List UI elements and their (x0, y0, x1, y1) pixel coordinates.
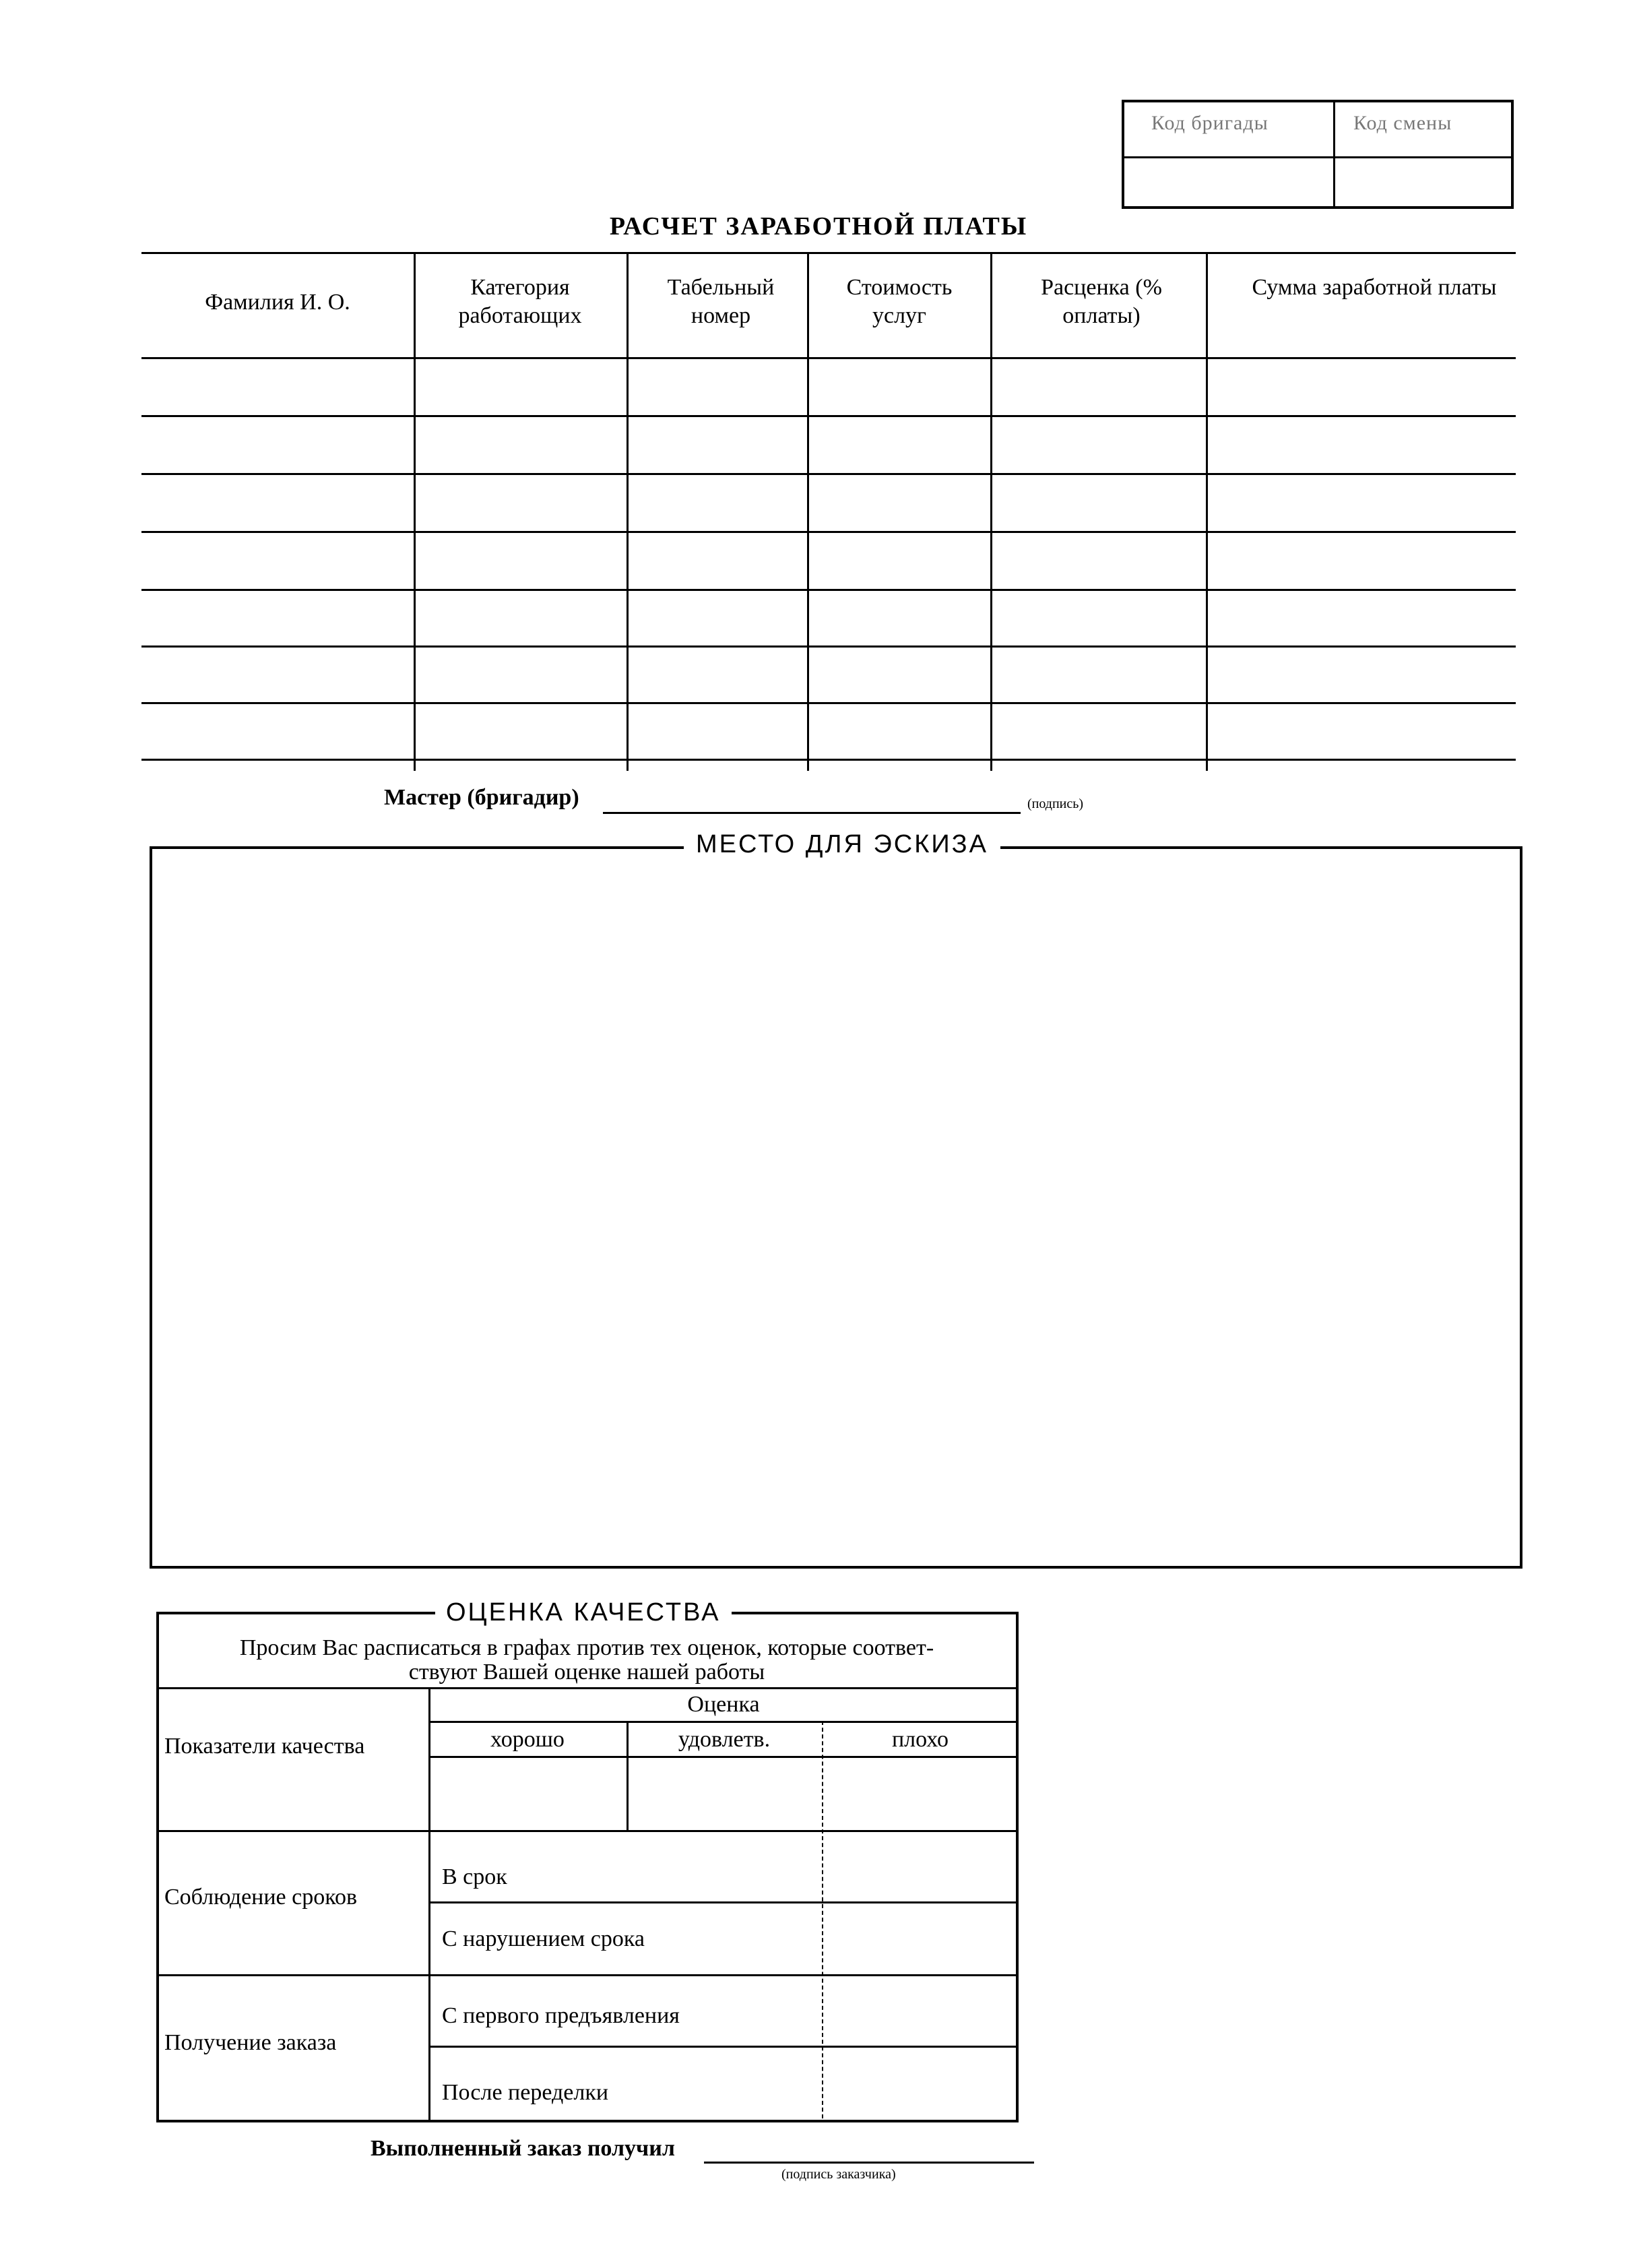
quality-rule (428, 1721, 1016, 1723)
quality-rule (159, 1687, 1016, 1689)
page-title: РАСЧЕТ ЗАРАБОТНОЙ ПЛАТЫ (609, 212, 1028, 241)
header-service-cost: Стоимость услуг (846, 275, 953, 328)
code-box-divider (1124, 156, 1511, 158)
quality-rule (159, 1974, 1016, 1976)
receipt-first: С первого предъявления (442, 2003, 680, 2028)
quality-title: ОЦЕНКА КАЧЕСТВА (435, 1598, 732, 1627)
master-signature-hint: (подпись) (1027, 796, 1084, 811)
row-quality-label: Показатели качества (164, 1734, 365, 1759)
table-column-line (627, 252, 629, 771)
master-label: Мастер (бригадир) (384, 785, 579, 810)
deadline-late: С нарушением срока (442, 1926, 645, 1951)
table-column-line (1206, 252, 1208, 771)
brigade-code-label: Код бригады (1151, 112, 1269, 134)
quality-rule (428, 1756, 1016, 1758)
table-rule (141, 702, 1516, 704)
table-rule (141, 759, 1516, 761)
row-deadlines-label: Соблюдение сроков (164, 1885, 358, 1910)
sketch-title: МЕСТО ДЛЯ ЭСКИЗА (684, 830, 1000, 859)
code-box-separator (1333, 102, 1335, 206)
sketch-area[interactable] (150, 846, 1522, 1569)
row-receipt-label: Получение заказа (164, 2030, 337, 2055)
header-rate: Расценка (% оплаты) (1041, 275, 1162, 328)
quality-rule (159, 1830, 1016, 1832)
quality-instruction-line-2: ствуют Вашей оценке нашей работы (408, 1660, 765, 1684)
quality-column-line (627, 1721, 629, 1830)
master-signature-line[interactable] (603, 812, 1021, 814)
rating-satisfactory: удовлетв. (678, 1727, 771, 1752)
table-rule (141, 473, 1516, 475)
table-rule (141, 252, 1516, 254)
quality-column-line (822, 1721, 823, 2118)
header-salary-sum: Сумма заработной платы (1252, 275, 1497, 300)
shift-code-label: Код смены (1353, 112, 1452, 134)
received-signature-hint: (подпись заказчика) (781, 2167, 896, 2182)
rating-bad: плохо (891, 1727, 949, 1752)
table-rule (141, 645, 1516, 648)
rating-good: хорошо (490, 1727, 565, 1752)
salary-table (141, 252, 1516, 759)
deadline-on-time: В срок (442, 1864, 507, 1889)
quality-rule (428, 2046, 1016, 2048)
rating-header: Оценка (687, 1692, 760, 1717)
quality-instruction-line-1: Просим Вас расписаться в графах против тех оценок, которые соответ- (239, 1635, 934, 1660)
header-category: Категория работающих (458, 275, 582, 328)
table-rule (141, 531, 1516, 533)
table-column-line (807, 252, 809, 771)
header-tab-number: Табельный номер (667, 275, 775, 328)
table-rule (141, 415, 1516, 417)
table-column-line (990, 252, 992, 771)
table-rule (141, 357, 1516, 359)
header-name: Фамилия И. О. (205, 290, 350, 315)
table-rule (141, 589, 1516, 591)
table-column-line (414, 252, 416, 771)
quality-table (156, 1612, 1019, 2122)
receipt-after-rework: После переделки (442, 2080, 609, 2105)
code-box (1122, 100, 1514, 209)
received-label: Выполненный заказ получил (371, 2136, 675, 2161)
received-signature-line[interactable] (704, 2162, 1034, 2164)
quality-rule (428, 1901, 1016, 1903)
